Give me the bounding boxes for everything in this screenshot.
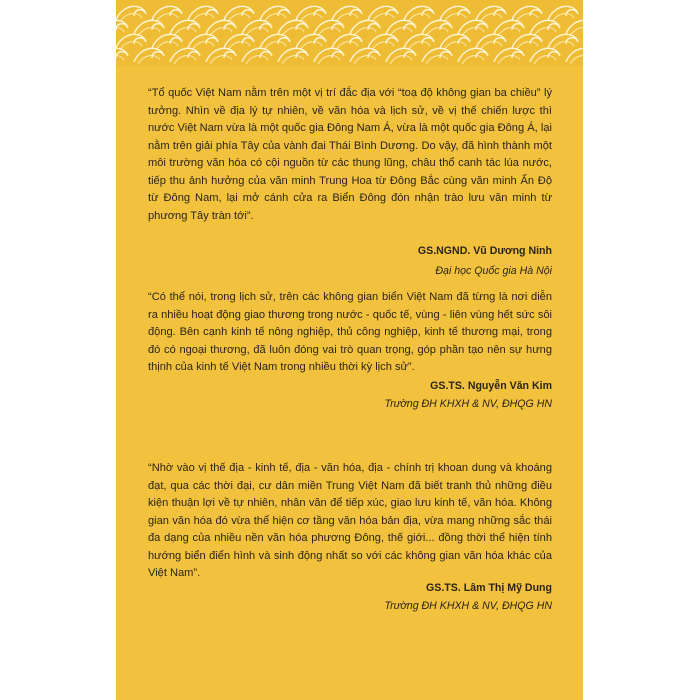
wave-line-25 [516, 13, 538, 22]
wave-line-101 [282, 55, 304, 64]
quote-1-affiliation: Đại học Quốc gia Hà Nội [435, 265, 552, 277]
wave-line-115 [534, 55, 556, 64]
wave-line-41 [282, 27, 304, 36]
quote-3-author: GS.TS. Lâm Thị Mỹ Dung [426, 582, 552, 594]
wave-line-63 [120, 41, 142, 50]
wave-line-17 [372, 13, 394, 22]
wave-line-27 [552, 13, 574, 22]
wave-line-51 [462, 27, 484, 36]
wave-line-73 [300, 41, 322, 50]
wave-line-5 [156, 13, 178, 22]
wave-line-107 [390, 55, 412, 64]
wave-line-53 [498, 27, 520, 36]
wave-line-113 [498, 55, 520, 64]
quote-2-affiliation: Trường ĐH KHXH & NV, ĐHQG HN [384, 398, 552, 410]
wave-line-95 [174, 55, 196, 64]
wave-line-87 [552, 41, 574, 50]
wave-line-35 [174, 27, 196, 36]
wave-line-71 [264, 41, 286, 50]
wave-line-23 [480, 13, 502, 22]
wave-line-7 [192, 13, 214, 22]
back-cover [116, 0, 583, 700]
wave-line-105 [354, 55, 376, 64]
wave-line-45 [354, 27, 376, 36]
wave-line-55 [534, 27, 556, 36]
wave-line-39 [246, 27, 268, 36]
wave-line-49 [426, 27, 448, 36]
wave-curl-116 [566, 48, 583, 62]
wave-line-43 [318, 27, 340, 36]
wave-line-13 [300, 13, 322, 22]
wave-line-3 [120, 13, 142, 22]
wave-line-11 [264, 13, 286, 22]
wave-line-31 [116, 27, 124, 36]
wave-line-37 [210, 27, 232, 36]
wave-line-109 [426, 55, 448, 64]
wave-line-99 [246, 55, 268, 64]
wave-line-111 [462, 55, 484, 64]
wave-line-65 [156, 41, 178, 50]
wave-curl-56 [566, 20, 583, 34]
wave-line-15 [336, 13, 358, 22]
wave-line-19 [408, 13, 430, 22]
wave-line-77 [372, 41, 394, 50]
quote-3-text: “Nhờ vào vị thế địa - kinh tế, địa - văn hóa, địa - chính trị khoan dung và khoáng đạt, qua các thời đại, cư dân miền Trung Việt Nam đã biết tranh thủ những điều kiện thuận lợi về tự nhiên, nhân văn để tiếp xúc, giao lưu kinh tế, văn hóa. Không gian văn hóa đó vừa thể hiện cơ tầng văn hóa bản địa, vừa mang những sắc thái đa dạng của nhiều nền văn hóa phương Đông, thế giới... đồng thời thể hiện tính hướng biển điển hình và sinh động nhất so với các không gian văn hóa khác của Việt Nam”. [148, 462, 552, 579]
wave-line-85 [516, 41, 538, 50]
wave-line-97 [210, 55, 232, 64]
wave-line-67 [192, 41, 214, 50]
wave-line-33 [138, 27, 160, 36]
wave-line-81 [444, 41, 466, 50]
wave-line-117 [570, 55, 583, 64]
wave-pattern-graphic [116, 0, 583, 66]
quote-1-author: GS.NGND. Vũ Dương Ninh [417, 245, 552, 257]
wave-line-93 [138, 55, 160, 64]
wave-line-103 [318, 55, 340, 64]
wave-line-21 [444, 13, 466, 22]
wave-pattern [116, 0, 583, 66]
wave-line-47 [390, 27, 412, 36]
wave-line-91 [116, 55, 124, 64]
wave-line-9 [228, 13, 250, 22]
quote-3-affiliation: Trường ĐH KHXH & NV, ĐHQG HN [384, 600, 552, 612]
wave-line-75 [336, 41, 358, 50]
quote-1-text: “Tổ quốc Việt Nam nằm trên một vị trí đắc địa với “toạ độ không gian ba chiều” lý tưởng. Nhìn về địa lý tự nhiên, về văn hóa và lịch sử, về vị thế chiến lược thì nước Việt Nam vừa là một quốc gia Đông Nam Á, vừa là một quốc gia Đông Á, lại nằm trên giải phía Tây của vành đai Thái Bình Dương. Do vậy, đã hình thành một môi trường văn hóa có cội nguồn từ các thung lũng, châu thổ canh tác lúa nước, tiếp thu ảnh hưởng của văn minh Trung Hoa từ Đông Bắc cùng văn minh Ấn Độ từ Đông Nam, lại mở cánh cửa ra Biển Đông đón nhận trào lưu văn minh từ phương Tây tràn tới”. [148, 87, 552, 222]
wave-line-83 [480, 41, 502, 50]
quote-2-author: GS.TS. Nguyễn Văn Kim [430, 380, 552, 392]
quote-2-text: “Có thể nói, trong lịch sử, trên các không gian biển Việt Nam đã từng là nơi diễn ra nhiều hoạt động giao thương trong nước - quốc tế, vùng - liên vùng hết sức sôi động. Bên cạnh kinh tế nông nghiệp, thủ công nghiệp, kinh tế thương mại, trong đó có ngoại thương, đã luôn đóng vai trò quan trọng, góp phần tạo nên sự hưng thịnh của kinh tế Việt Nam trong nhiều thời kỳ lịch sử”. [148, 291, 552, 373]
wave-line-79 [408, 41, 430, 50]
wave-line-69 [228, 41, 250, 50]
